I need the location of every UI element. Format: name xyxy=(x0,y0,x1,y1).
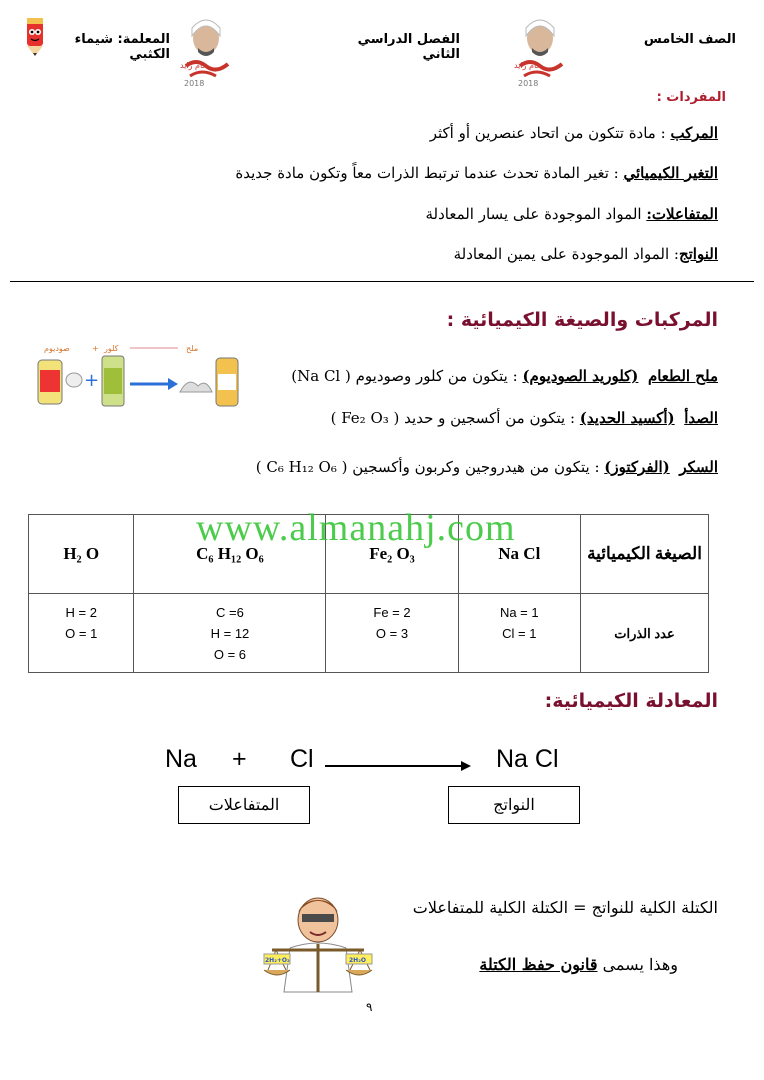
compound-sugar xyxy=(256,458,718,476)
year-of-zayed-logo-left xyxy=(176,16,238,88)
reactant-cl: Cl xyxy=(290,745,314,773)
term: النواتج xyxy=(678,245,718,263)
compounds-heading: المركبات والصيغة الكيميائية : xyxy=(446,309,718,331)
compound-term: السكر xyxy=(679,458,718,476)
svg-text:عام زايد: عام زايد xyxy=(180,61,208,70)
svg-text:كلور: كلور xyxy=(104,344,119,353)
compound-text: : يتكون من أكسجين و حديد ( Fe₂ O₃ ) xyxy=(330,409,580,427)
svg-text:2018: 2018 xyxy=(518,79,539,88)
pencil-mascot-icon xyxy=(18,14,52,58)
semester-label: الفصل الدراسي الثاني xyxy=(357,32,460,62)
compound-text: : يتكون من هيدروجين وكربون وأكسجين ( C₆ H₁₂ O₆ ) xyxy=(255,458,605,476)
vocabulary-heading: المفردات : xyxy=(656,90,726,105)
year-of-zayed-logo-right xyxy=(510,16,572,88)
svg-text:+: + xyxy=(84,370,100,391)
product-nacl: Na Cl xyxy=(496,745,559,773)
compound-term: ملح الطعام xyxy=(647,367,718,385)
grade-label: الصف الخامس xyxy=(643,32,736,47)
reactants-label-box: المتفاعلات xyxy=(178,786,310,824)
law-prefix: وهذا يسمى xyxy=(597,955,678,974)
svg-text:2H₂+O₂: 2H₂+O₂ xyxy=(265,957,290,964)
formula-cell: Na Cl xyxy=(458,515,580,594)
definition-text: مادة تتكون من اتحاد عنصرين أو أكثر xyxy=(429,124,656,142)
atoms-cell: C =6 H = 12 O = 6 xyxy=(134,594,326,673)
svg-text:صوديوم: صوديوم xyxy=(44,344,70,353)
law-name-line xyxy=(479,955,678,974)
compound-name: (أكسيد الحديد) xyxy=(579,409,675,427)
definition-reactants xyxy=(425,205,718,223)
salt-formation-illustration xyxy=(30,340,240,410)
formula-cell: Fe₂ O₃ xyxy=(326,515,458,594)
term: المركب xyxy=(670,124,718,142)
reactant-na: Na xyxy=(165,745,197,773)
balance-scale-illustration xyxy=(262,888,374,996)
teacher-label: المعلمة: شيماء الكثبي xyxy=(74,32,170,62)
row-label-formula: الصيغة الكيميائية xyxy=(581,515,709,594)
svg-text:عام زايد: عام زايد xyxy=(514,61,542,70)
compound-rust xyxy=(331,409,718,427)
svg-text:ملح: ملح xyxy=(186,344,199,353)
compound-term: الصدأ xyxy=(684,409,718,427)
formula-cell: H₂ O xyxy=(29,515,134,594)
svg-text:2018: 2018 xyxy=(184,79,205,88)
section-divider xyxy=(10,281,754,282)
definition-chemical-change: التغير الكيميائي : تغير المادة تحدث عندما ترتبط الذرات معاً وتكون مادة جديدة xyxy=(235,164,718,182)
table-row-atoms xyxy=(29,594,709,673)
page-number: ٩ xyxy=(366,1000,373,1014)
row-label-atoms: عدد الذرات xyxy=(581,594,709,673)
watermark: www.almanahj.com xyxy=(196,507,516,549)
atoms-cell: Fe = 2 O = 3 xyxy=(326,594,458,673)
svg-text:2H₂O: 2H₂O xyxy=(349,957,366,964)
atoms-cell: Na = 1 Cl = 1 xyxy=(458,594,580,673)
definition-text: تغير المادة تحدث عندما ترتبط الذرات معاً وتكون مادة جديدة xyxy=(235,164,609,182)
plus-sign: + xyxy=(232,745,247,773)
conservation-statement: الكتلة الكلية للنواتج = الكتلة الكلية للمتفاعلات xyxy=(412,898,718,917)
definition-text: المواد الموجودة على يسار المعادلة xyxy=(425,205,642,223)
atoms-cell: H = 2 O = 1 xyxy=(29,594,134,673)
equation-heading: المعادلة الكيميائية: xyxy=(544,690,718,712)
products-label-box: النواتج xyxy=(448,786,580,824)
term: التغير الكيميائي xyxy=(623,164,718,182)
compound-table-salt xyxy=(291,367,718,385)
definition-products: النواتج: المواد الموجودة على يمين المعادلة xyxy=(453,245,718,263)
svg-text:+: + xyxy=(92,344,99,353)
compound-name: (كلوريد الصوديوم) xyxy=(522,367,639,385)
formula-cell: C₆ H₁₂ O₆ xyxy=(134,515,326,594)
reaction-arrow-icon xyxy=(325,758,473,774)
compound-name: (الفركتوز) xyxy=(604,458,670,476)
compound-text: : يتكون من كلور وصوديوم ( Na Cl) xyxy=(291,367,523,385)
definition-text: المواد الموجودة على يمين المعادلة xyxy=(453,245,670,263)
definition-compound: المركب : مادة تتكون من اتحاد عنصرين أو أكثر xyxy=(429,124,718,142)
law-name: قانون حفظ الكتلة xyxy=(479,955,598,974)
term: المتفاعلات: xyxy=(646,205,718,223)
